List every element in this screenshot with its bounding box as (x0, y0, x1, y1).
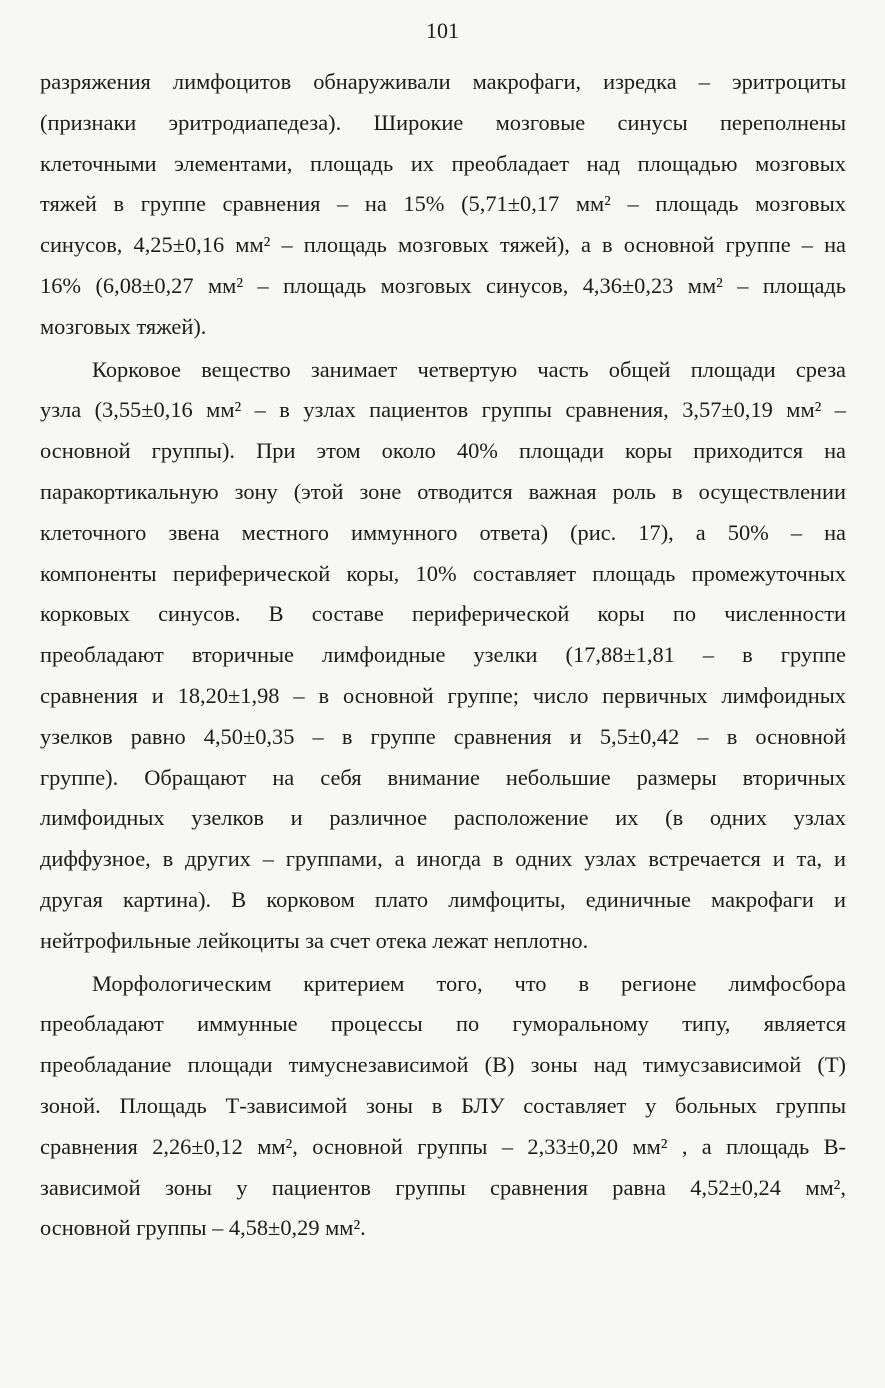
paragraph-zones (40, 964, 846, 1250)
text-line: преобладают иммунные процессы по гуморальному типу, является (40, 1011, 846, 1037)
paragraph-medulla (40, 62, 846, 348)
text-line: клеточного звена местного иммунного ответа) (рис. 17), а 50% – на (40, 519, 846, 545)
text-line: компоненты периферической коры, 10% составляет площадь промежуточных (40, 560, 846, 586)
text-line: зависимой зоны у пациентов группы сравнения равна 4,52±0,24 мм², (40, 1174, 846, 1200)
text-line: основной группы – 4,58±0,29 мм². (40, 1215, 366, 1241)
text-line: разряжения лимфоцитов обнаруживали макрофаги, изредка – эритроциты (40, 69, 846, 94)
text-line: преобладание площади тимуснезависимой (В) зоны над тимусзависимой (Т) (40, 1052, 846, 1078)
text-line: узла (3,55±0,16 мм² – в узлах пациентов группы сравнения, 3,57±0,19 мм² – (40, 397, 846, 423)
text-line: корковых синусов. В составе периферической коры по численности (40, 601, 846, 627)
text-line: Корковое вещество занимает четвертую часть общей площади среза (92, 356, 846, 382)
text-line: преобладают вторичные лимфоидные узелки (17,88±1,81 – в группе (40, 642, 846, 668)
text-line: другая картина). В корковом плато лимфоциты, единичные макрофаги и (40, 886, 846, 912)
paragraph-cortex (40, 350, 846, 962)
text-line: диффузное, в других – группами, а иногда в одних узлах встречается и та, и (40, 846, 846, 872)
text-line: клеточными элементами, площадь их преобладает над площадью мозговых (40, 150, 846, 176)
text-line: нейтрофильные лейкоциты за счет отека лежат неплотно. (40, 927, 589, 953)
text-line: 16% (6,08±0,27 мм² – площадь мозговых синусов, 4,36±0,23 мм² – площадь (40, 272, 846, 298)
text-line: основной группы). При этом около 40% площади коры приходится на (40, 438, 846, 464)
text-line: сравнения и 18,20±1,98 – в основной группе; число первичных лимфоидных (40, 682, 846, 708)
page-number: 101 (426, 18, 459, 43)
text-line: зоной. Площадь Т-зависимой зоны в БЛУ составляет у больных группы (40, 1092, 846, 1118)
text-line: Морфологическим критерием того, что в регионе лимфосбора (92, 970, 846, 996)
text-line: узелков равно 4,50±0,35 – в группе сравнения и 5,5±0,42 – в основной (40, 723, 846, 749)
text-line: паракортикальную зону (этой зоне отводится важная роль в осуществлении (40, 478, 846, 504)
text-line: группе). Обращают на себя внимание небольшие размеры вторичных (40, 764, 846, 790)
text-line: лимфоидных узелков и различное расположение их (в одних узлах (40, 805, 846, 831)
text-line: синусов, 4,25±0,16 мм² – площадь мозговых тяжей), а в основной группе – на (40, 232, 846, 258)
text-line: (признаки эритродиапедеза). Широкие мозговые синусы переполнены (40, 109, 846, 135)
text-line: сравнения 2,26±0,12 мм², основной группы – 2,33±0,20 мм² , а площадь В- (40, 1133, 846, 1159)
text-line: мозговых тяжей). (40, 313, 207, 339)
text-line: тяжей в группе сравнения – на 15% (5,71±0,17 мм² – площадь мозговых (40, 191, 846, 217)
body-text (40, 62, 846, 1249)
